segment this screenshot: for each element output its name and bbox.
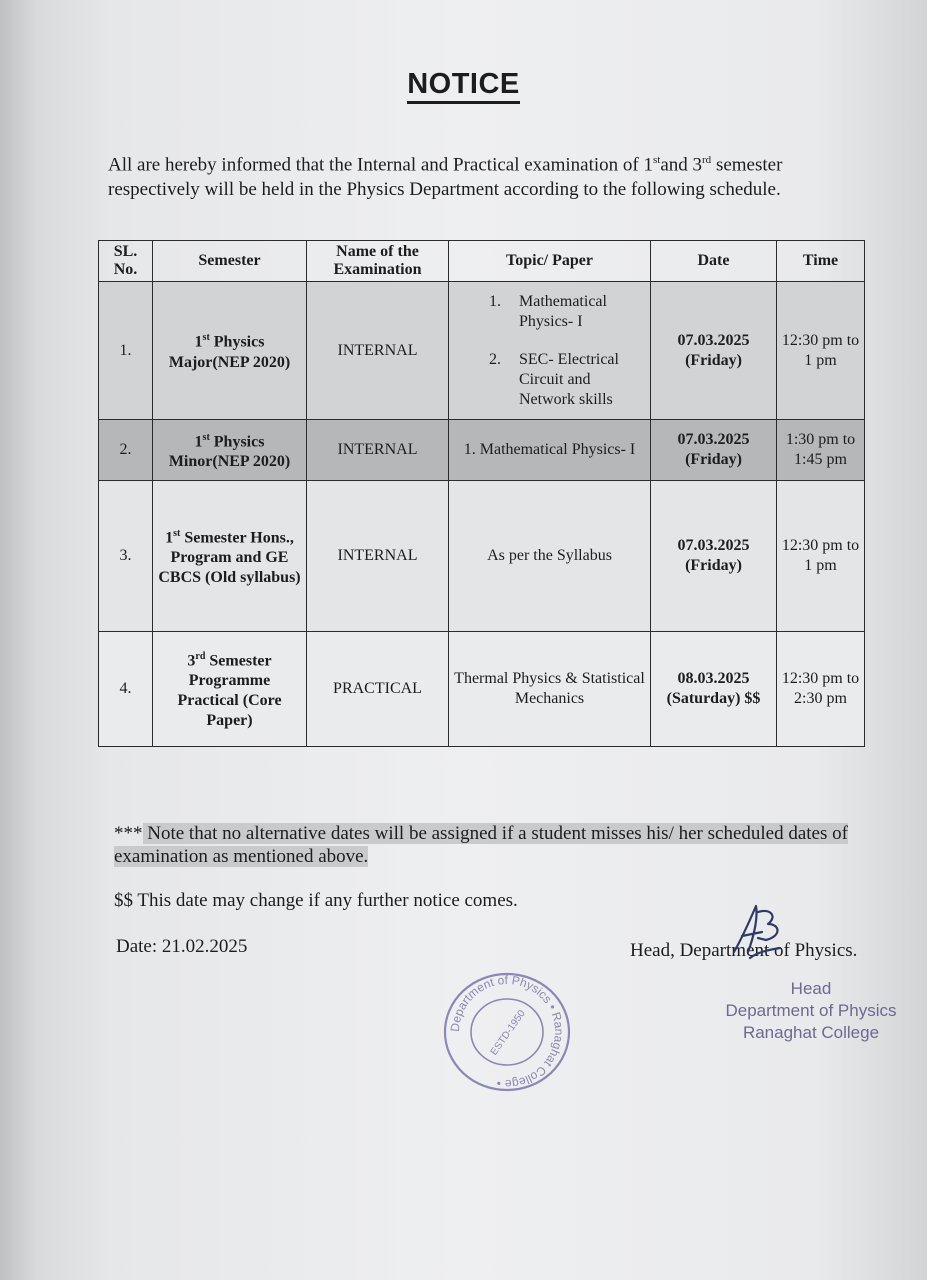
header-date: Date xyxy=(651,241,777,282)
cell-time: 12:30 pm to 1 pm xyxy=(777,282,865,420)
note-no-alternative-dates: *** Note that no alternative dates will be assigned if a student misses his/ her scheduled dates of examination as mentioned above. xyxy=(114,823,848,867)
cell-date: 07.03.2025 (Friday) xyxy=(651,481,777,632)
cell-time: 12:30 pm to 1 pm xyxy=(777,481,865,632)
cell-time: 12:30 pm to 2:30 pm xyxy=(777,632,865,747)
stamp-line: Department of Physics xyxy=(725,1001,897,1020)
table-row xyxy=(99,481,865,632)
cell-exam: INTERNAL xyxy=(307,282,449,420)
cell-exam: INTERNAL xyxy=(307,420,449,481)
cell-semester: 1st Physics Minor(NEP 2020) xyxy=(153,420,307,481)
cell-semester: 1st Semester Hons., Program and GE CBCS (Old syllabus) xyxy=(153,481,307,632)
stamp-line: Head xyxy=(790,979,832,998)
cell-semester: 1st Physics Major(NEP 2020) xyxy=(153,282,307,420)
cell-date: 08.03.2025 (Saturday) $$ xyxy=(651,632,777,747)
header-time: Time xyxy=(777,241,865,282)
header-semester: Semester xyxy=(153,241,307,282)
cell-topic: Thermal Physics & Statistical Mechanics xyxy=(449,632,651,747)
cell-exam: PRACTICAL xyxy=(307,632,449,747)
intro-paragraph: All are hereby informed that the Internal and Practical examination of 1stand 3rd semester respectively will be held in the Physics Department according to the following schedule. xyxy=(108,154,783,201)
handwritten-signature xyxy=(728,902,788,960)
signatory-line: Head, Department of Physics. xyxy=(630,940,858,961)
department-seal xyxy=(437,968,577,1096)
cell-exam: INTERNAL xyxy=(307,481,449,632)
head-stamp xyxy=(706,978,916,1044)
exam-schedule-table xyxy=(98,240,865,747)
cell-sl: 4. xyxy=(99,632,153,747)
notice-date: Date: 21.02.2025 xyxy=(116,936,248,957)
table-row xyxy=(99,632,865,747)
topic-item: 1. Mathematical Physics- I xyxy=(489,292,607,330)
notice-title: NOTICE xyxy=(0,68,927,101)
table-row xyxy=(99,420,865,481)
header-topic: Topic/ Paper xyxy=(449,241,651,282)
cell-semester: 3rd Semester Programme Practical (Core Paper) xyxy=(153,632,307,747)
seal-inner-text: ESTD-1950 xyxy=(488,1008,528,1058)
cell-date: 07.03.2025 (Friday) xyxy=(651,420,777,481)
stamp-line: Ranaghat College xyxy=(742,1023,880,1042)
cell-topic: As per the Syllabus xyxy=(449,481,651,632)
header-sl-no: SL. No. xyxy=(99,241,153,282)
cell-date: 07.03.2025 (Friday) xyxy=(651,282,777,420)
cell-time: 1:30 pm to 1:45 pm xyxy=(777,420,865,481)
table-header-row xyxy=(99,241,865,282)
seal-outer-text: Department of Physics • Ranaghat College • xyxy=(447,972,567,1092)
cell-sl: 3. xyxy=(99,481,153,632)
cell-sl: 2. xyxy=(99,420,153,481)
note-date-may-change: $$ This date may change if any further notice comes. xyxy=(114,890,518,911)
cell-sl: 1. xyxy=(99,282,153,420)
note-asterisks: *** xyxy=(114,823,143,844)
table-row xyxy=(99,282,865,420)
cell-topic xyxy=(449,282,651,420)
header-exam-name: Name of the Examination xyxy=(307,241,449,282)
topic-item: 2. SEC- Electrical Circuit and Network skills xyxy=(489,350,619,408)
cell-topic: 1. Mathematical Physics- I xyxy=(449,420,651,481)
